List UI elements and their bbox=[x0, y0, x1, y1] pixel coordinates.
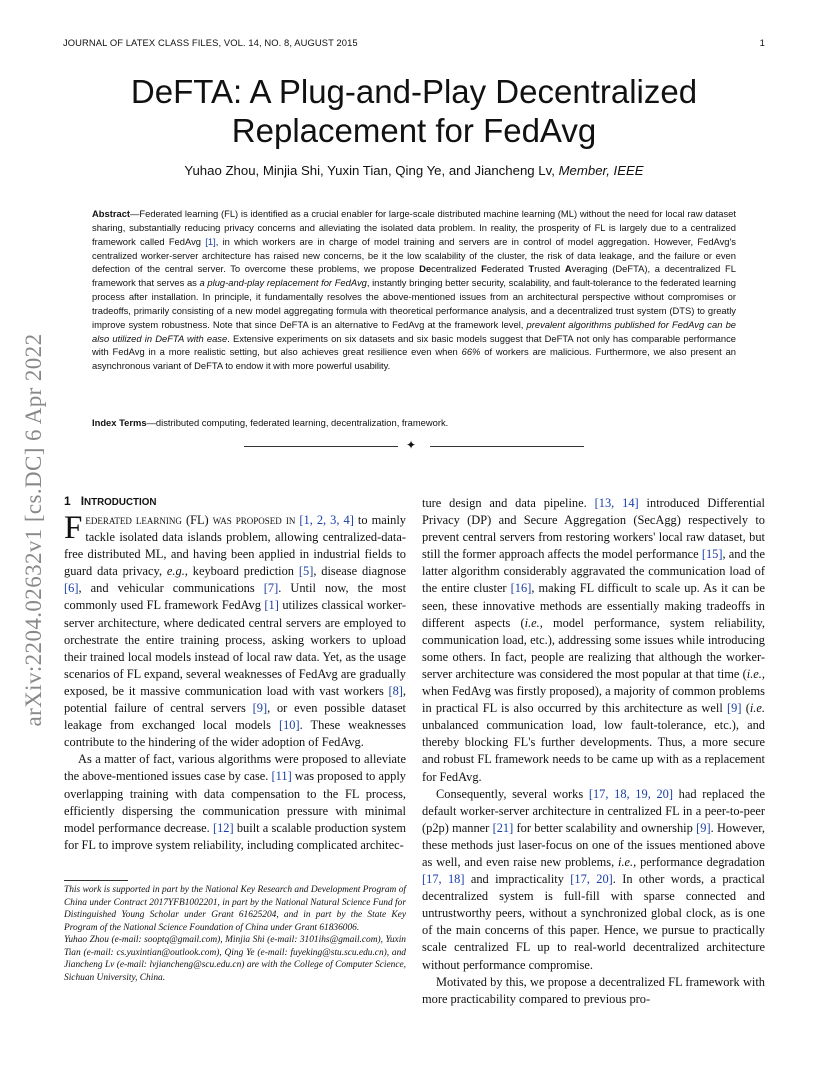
abstract-text: of workers are malicious. Furthermore, we also present an asynchronous variant of DeFTA to endow it with more powerful usability. bbox=[92, 346, 736, 372]
paragraph-text: , disease diagnose bbox=[313, 564, 406, 579]
citation-link[interactable]: [10] bbox=[278, 718, 300, 733]
author-list bbox=[60, 163, 768, 178]
paragraph bbox=[64, 512, 406, 751]
acronym-letter: A bbox=[564, 263, 572, 275]
citation-link[interactable]: [9] bbox=[696, 820, 711, 835]
paragraph-text: , and the latter algorithm considerably aggravated the communication load of the entire cluster bbox=[422, 547, 765, 596]
title-line-2: Replacement for FedAvg bbox=[231, 112, 597, 149]
paragraph-text: unbalanced communication load, low fault-tolerance, etc.), and thereby blocking FL's further developments. Thus, a more secure and robust FL framework needs to be came up with as a replacement for FedAvg. bbox=[422, 718, 765, 784]
paragraph-text: model performance, system reliability, communication load, etc.), addressing some issues while introducing some others. In fact, people are realizing that although the worker-server architecture was considered the most popular at that time ( bbox=[422, 615, 765, 681]
paragraph-text: when FedAvg was firstly proposed), a majority of common problems in practical FL is also occurred by this architecture as well bbox=[422, 684, 765, 716]
citation-link[interactable]: [21] bbox=[492, 820, 514, 835]
footnote-rule bbox=[64, 880, 128, 881]
abstract-label: Abstract bbox=[92, 208, 131, 219]
paragraph-text: ( bbox=[741, 701, 750, 716]
abstract-text: veraging (DeFTA), a decentralized FL framework that serves as bbox=[92, 263, 736, 289]
paragraph-text: performance degradation bbox=[636, 854, 765, 869]
paragraph-text: , or even possible dataset leakage from exchanged local models bbox=[64, 701, 407, 733]
divider-star-icon: ✦ bbox=[406, 438, 417, 452]
citation-link[interactable]: [1] bbox=[264, 598, 279, 613]
divider-line-left bbox=[244, 446, 398, 447]
acronym-letter: F bbox=[481, 263, 487, 275]
affiliation-note: Yuhao Zhou (e-mail: sooptq@gmail.com), Minjia Shi (e-mail: 3101ihs@gmail.com), Yuxin Tian (e-mail: cs.yuxintian@outlook.com), Qing Ye (e-mail: fuyeking@stu.scu.edu.cn), and Jiancheng Lv (e-mail: lvjiancheng@scu.edu.cn) are with the College of Computer Science, Sichuan University, China. bbox=[64, 935, 406, 983]
page-number: 1 bbox=[759, 37, 765, 48]
citation-link[interactable]: [6] bbox=[64, 581, 79, 596]
citation-link[interactable]: [17, 18] bbox=[422, 872, 465, 887]
paragraph bbox=[422, 786, 765, 974]
funding-note: This work is supported in part by the National Key Research and Development Program of China under Contract 2017YFB1002201, in part by the National Natural Science Fund for Distinguished Young Scholar under Grant 61625204, and in part by the State Key Program of the National Science Foundation of China under Grant 61836006. bbox=[64, 885, 406, 933]
index-terms-label: Index Terms bbox=[92, 417, 147, 428]
citation-link[interactable]: [17, 18, 19, 20] bbox=[588, 786, 673, 801]
paragraph-text: Consequently, several works bbox=[436, 786, 589, 801]
paragraph-text: As a matter of fact, various algorithms were proposed to alleviate the above-mentioned issues case by case. bbox=[64, 752, 406, 784]
abstract-text: , in which workers are in charge of model training and servers are in control of model aggregation. However, FedAvg's centralized worker-server architecture has raised new concerns, be it the low scalability of the cluster, the risk of data leakage, and the failure or even defection of the central server. To overcome these problems, we propose bbox=[92, 235, 736, 275]
abstract-emphasis: 66% bbox=[461, 346, 481, 358]
paragraph-text: introduced Differential Privacy (DP) and Secure Aggregation (SecAgg) respectively to prevent central servers from restoring workers' local raw dataset, but still the former approach affects the model performance bbox=[422, 496, 765, 562]
citation-link[interactable]: [9] bbox=[727, 701, 742, 716]
paragraph-text: . In other words, a practical decentralized system is full-fill with sparse connected and untrustworthy peers, without a synchronized global clock, as is one of the main concerns of this paper. Hence, we pursue to practically scale centralized FL up to real-world decentralized architecture without performance compromise. bbox=[422, 872, 765, 972]
paragraph-text: . These weaknesses contribute to the hindering of the wider adoption of FedAvg. bbox=[64, 718, 406, 750]
acronym-letter: De bbox=[419, 263, 432, 275]
citation-link[interactable]: [12] bbox=[212, 820, 234, 835]
paragraph-text: to mainly tackle isolated data islands problem, allowing centralized-data-free distributed ML, and having been applied in industrial fields to guard data privacy, bbox=[64, 513, 407, 579]
paragraph-text: built a scalable production system for FL to improve system reliability, including complicated architec- bbox=[64, 820, 406, 852]
left-column bbox=[64, 512, 406, 854]
paragraph-text: . However, these methods just laser-focus on one of the issues mentioned above as well, and even raise new problems, bbox=[422, 820, 765, 869]
paragraph-emphasis: e.g., bbox=[166, 564, 188, 579]
section-heading bbox=[64, 494, 156, 508]
arxiv-id: arXiv:2204.02632v1 [cs.DC] 6 Apr 2022 bbox=[21, 333, 46, 727]
paragraph bbox=[422, 495, 765, 786]
paragraph-text: Motivated by this, we propose a decentralized FL framework with more practicability compared to previous pro- bbox=[422, 974, 765, 1006]
footnote bbox=[64, 884, 406, 984]
paragraph-text: , making FL difficult to scale up. As it can be seen, these innovative methods are essentially making tradeoffs in different aspects ( bbox=[422, 581, 765, 630]
journal-name: JOURNAL OF LATEX CLASS FILES, VOL. 14, NO. 8, AUGUST 2015 bbox=[63, 37, 358, 48]
title-line-1: DeFTA: A Plug-and-Play Decentralized bbox=[130, 73, 698, 110]
section-title-rest: NTRODUCTION bbox=[84, 497, 157, 508]
citation-link[interactable]: [7] bbox=[263, 581, 279, 596]
citation-link[interactable]: [5] bbox=[298, 564, 314, 579]
arxiv-watermark bbox=[4, 290, 64, 770]
paragraph-text: ederated learning (FL) was proposed in bbox=[85, 513, 300, 527]
citation-link[interactable]: [11] bbox=[271, 769, 292, 784]
section-number: 1 bbox=[64, 494, 71, 508]
citation-link[interactable]: [8] bbox=[388, 683, 403, 698]
paragraph-emphasis: i.e., bbox=[524, 615, 543, 630]
paragraph-emphasis: i.e., bbox=[618, 854, 637, 869]
abstract-text: centralized bbox=[431, 263, 482, 275]
citation-link[interactable]: [9] bbox=[252, 701, 268, 716]
citation-link[interactable]: [13, 14] bbox=[594, 496, 639, 510]
section-title-cap: I bbox=[80, 494, 85, 508]
paragraph-text: utilizes classical worker-server architecture, where dedicated central servers are employed to orchestrate the entire training process, asking workers to upload their trained local models instead of local raw data. Yet, as the usage scenarios of FL expand, several weaknesses of FedAvg are gradually exposed, be it massive communication load with vast workers bbox=[64, 598, 406, 698]
paragraph-emphasis: i.e., bbox=[746, 666, 765, 681]
citation-link[interactable]: [1, 2, 3, 4] bbox=[299, 513, 354, 527]
divider-line-right bbox=[430, 446, 584, 447]
paragraph-text: ture design and data pipeline. bbox=[422, 496, 595, 510]
paragraph bbox=[422, 974, 765, 1008]
paragraph-text: keyboard prediction bbox=[187, 564, 299, 579]
right-column bbox=[422, 495, 765, 1008]
citation-link[interactable]: [15] bbox=[701, 547, 723, 562]
abstract-text: , instantly bringing better security, scalability, and fault-tolerance to the federated learning process after installation. In principle, it fundamentally resolves the above-mentioned issues from an architectural perspective without compromises or tradeoffs, primarily consisting of a new model aggregating formula with theoretical performance analysis, and a decentralized trust system (DTS) to greatly improve system robustness. Note that since DeFTA is an alternative to FedAvg at the framework level, bbox=[92, 277, 736, 330]
paragraph-text: had replaced the default worker-server architecture in centralized FL in a peer-to-peer (p2p) manner bbox=[422, 786, 765, 835]
abstract-text: ederated bbox=[486, 263, 529, 275]
paragraph-text: . Until now, the most commonly used FL framework FedAvg bbox=[64, 581, 407, 613]
index-terms bbox=[92, 417, 736, 428]
abstract bbox=[92, 207, 736, 373]
index-terms-text: —distributed computing, federated learning, decentralization, framework. bbox=[146, 417, 449, 428]
author-membership: Member, IEEE bbox=[558, 163, 644, 178]
paragraph-text: , potential failure of central servers bbox=[64, 683, 406, 716]
paragraph-text: , and vehicular communications bbox=[78, 581, 264, 596]
acronym-letter: T bbox=[528, 263, 535, 275]
drop-cap: F bbox=[64, 510, 83, 546]
paragraph-text: and impracticality bbox=[464, 872, 571, 887]
running-header bbox=[63, 37, 765, 48]
author-names: Yuhao Zhou, Minjia Shi, Yuxin Tian, Qing Ye, and Jiancheng Lv, bbox=[184, 163, 555, 178]
paragraph-text: was proposed to apply overlapping training with data compensation to the FL process, efficiently dispersing the communication pressure with minimal model performance decrease. bbox=[64, 769, 406, 835]
citation-link[interactable]: [1] bbox=[205, 235, 216, 247]
abstract-text: —Federated learning (FL) is identified as a crucial enabler for large-scale distributed machine learning (ML) without the need for local raw dataset sharing, substantially reducing privacy concerns and alleviating the isolated data problem. In reality, the prosperity of FL is largely due to a centralized framework called FedAvg bbox=[92, 208, 736, 247]
citation-link[interactable]: [17, 20] bbox=[570, 872, 613, 887]
abstract-text: rusted bbox=[534, 263, 565, 275]
paragraph bbox=[64, 751, 406, 854]
abstract-text: . Extensive experiments on six datasets and six basic models suggest that DeFTA not only has comparable performance with FedAvg in a more realistic setting, but also achieves great resilience even when bbox=[92, 332, 736, 358]
abstract-emphasis: a plug-and-play replacement for FedAvg bbox=[199, 277, 367, 289]
paragraph-text: for better scalability and ownership bbox=[513, 820, 697, 835]
paper-title bbox=[60, 72, 768, 150]
abstract-emphasis: prevalent algorithms published for FedAvg can be also utilized in DeFTA with ease bbox=[92, 318, 736, 344]
section-divider bbox=[244, 438, 584, 453]
paragraph-emphasis: i.e. bbox=[749, 701, 765, 716]
citation-link[interactable]: [16] bbox=[510, 581, 532, 596]
